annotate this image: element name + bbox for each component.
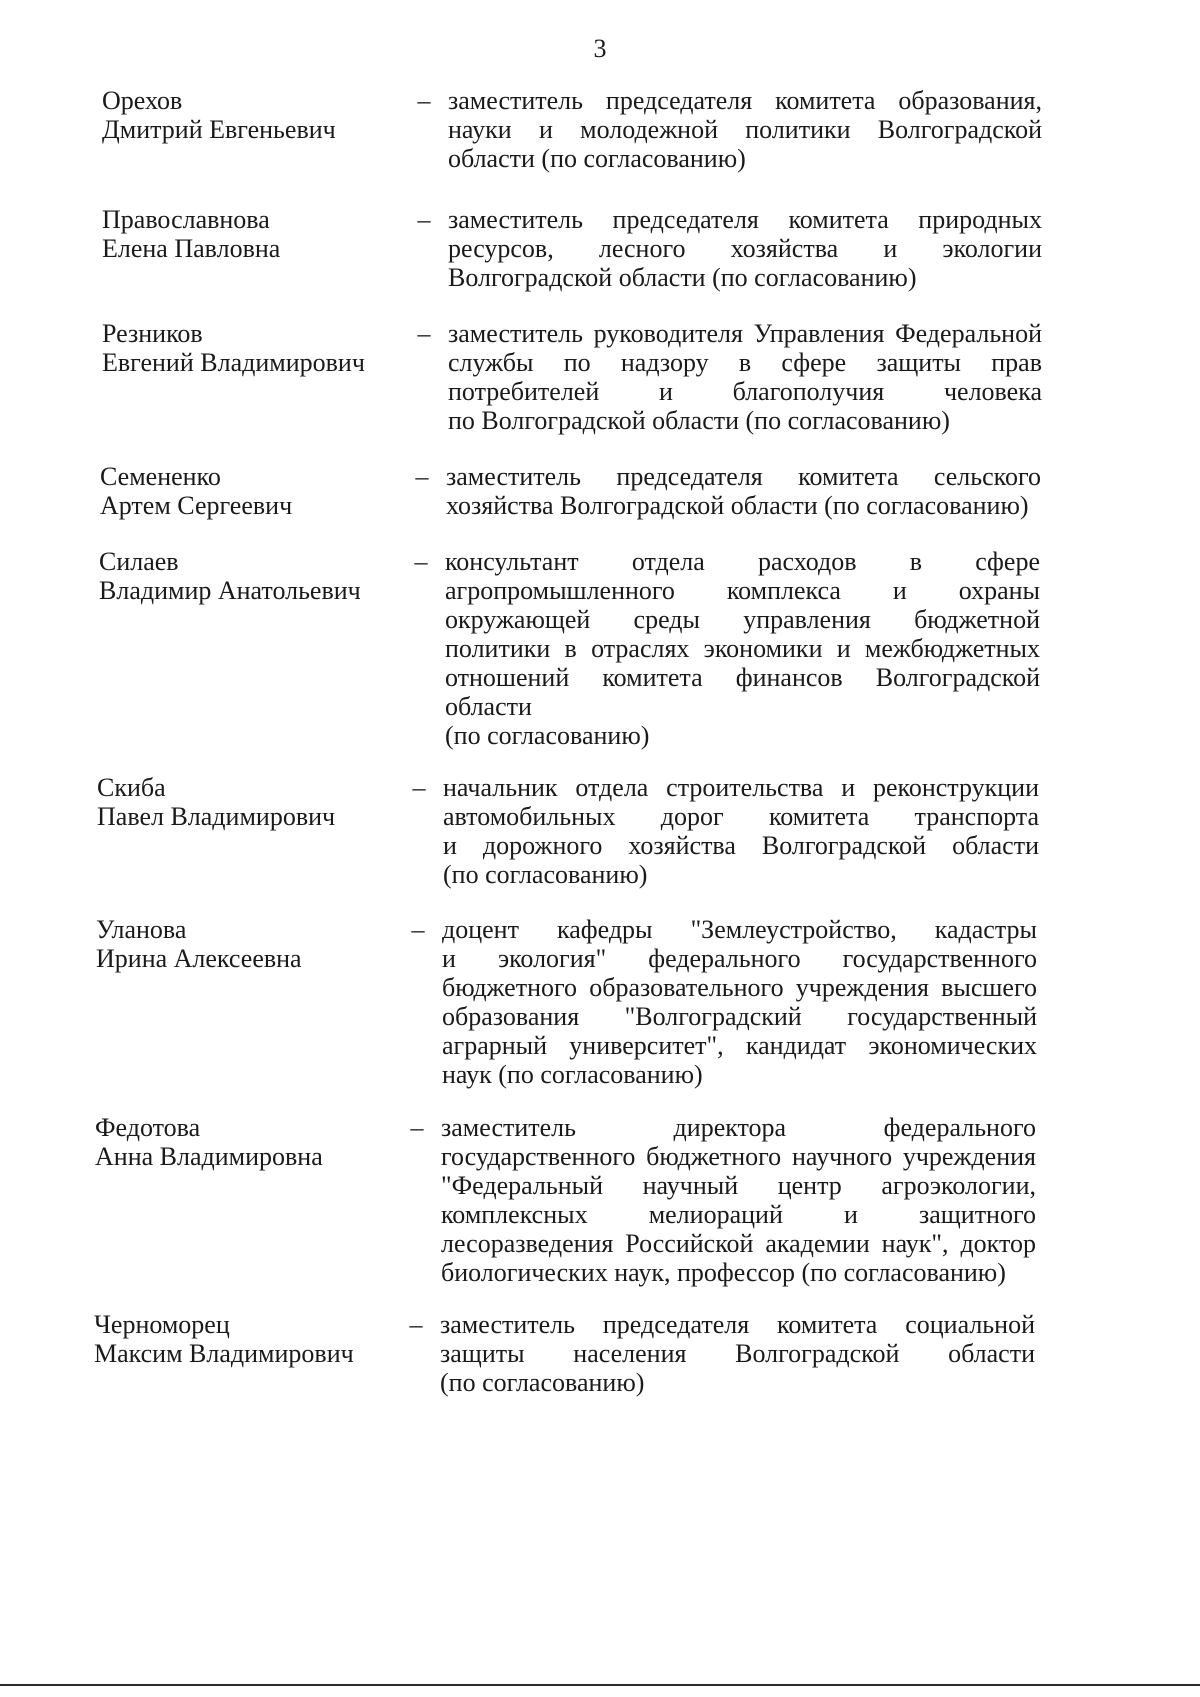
position-line: консультант отдела расходов в сфере bbox=[445, 547, 1040, 576]
dash-separator: – bbox=[417, 205, 431, 234]
member-position bbox=[446, 462, 1041, 520]
member-given-names: Елена Павловна bbox=[102, 234, 281, 263]
member-surname: Орехов bbox=[102, 86, 183, 115]
member-surname: Православнова bbox=[102, 205, 270, 234]
member-surname: Уланова bbox=[96, 915, 187, 944]
member-given-names: Анна Владимировна bbox=[95, 1142, 323, 1171]
position-line: заместитель председателя комитета социальной bbox=[440, 1310, 1035, 1339]
position-line: "Федеральный научный центр агроэкологии, bbox=[441, 1171, 1036, 1200]
member-name bbox=[102, 86, 402, 144]
dash-separator: – bbox=[411, 915, 425, 944]
position-line: окружающей среды управления бюджетной bbox=[445, 605, 1040, 634]
position-line: ресурсов, лесного хозяйства и экологии bbox=[448, 234, 1042, 263]
position-line: хозяйства Волгоградской области (по согласованию) bbox=[446, 491, 1029, 520]
member-given-names: Евгений Владимирович bbox=[102, 348, 365, 377]
dash-separator: – bbox=[414, 547, 428, 576]
member-given-names: Дмитрий Евгеньевич bbox=[102, 115, 336, 144]
member-position bbox=[448, 86, 1042, 173]
position-line: начальник отдела строительства и реконструкции bbox=[443, 773, 1039, 802]
dash-separator: – bbox=[410, 1113, 424, 1142]
position-line: доцент кафедры "Землеустройство, кадастры bbox=[442, 915, 1037, 944]
member-name bbox=[100, 462, 400, 520]
position-line: области (по согласованию) bbox=[448, 144, 746, 173]
position-line: автомобильных дорог комитета транспорта bbox=[443, 802, 1039, 831]
position-line: заместитель председателя комитета образования, bbox=[448, 86, 1042, 115]
member-given-names: Артем Сергеевич bbox=[100, 491, 293, 520]
dash-separator: – bbox=[417, 86, 431, 115]
position-line: (по согласованию) bbox=[440, 1368, 645, 1397]
position-line: службы по надзору в сфере защиты прав bbox=[448, 348, 1042, 377]
member-surname: Семененко bbox=[100, 462, 221, 491]
position-line: политики в отраслях экономики и межбюджетных bbox=[445, 634, 1040, 663]
dash-separator: – bbox=[417, 319, 431, 348]
position-line: (по согласованию) bbox=[443, 860, 648, 889]
member-given-names: Павел Владимирович bbox=[97, 802, 336, 831]
position-line: отношений комитета финансов Волгоградской bbox=[445, 663, 1040, 692]
position-line: биологических наук, профессор (по согласованию) bbox=[441, 1258, 1006, 1287]
page-number: 3 bbox=[593, 34, 607, 63]
position-line: лесоразведения Российской академии наук", доктор bbox=[441, 1229, 1036, 1258]
dash-separator: – bbox=[412, 773, 426, 802]
member-position bbox=[442, 915, 1037, 1089]
position-line: области bbox=[445, 692, 532, 721]
position-line: комплексных мелиораций и защитного bbox=[441, 1200, 1036, 1229]
position-line: государственного бюджетного научного учреждения bbox=[441, 1142, 1036, 1171]
member-name bbox=[94, 1310, 394, 1368]
member-name bbox=[97, 773, 397, 831]
member-position bbox=[443, 773, 1039, 889]
member-position bbox=[445, 547, 1040, 750]
position-line: бюджетного образовательного учреждения высшего bbox=[442, 973, 1037, 1002]
member-surname: Федотова bbox=[95, 1113, 201, 1142]
member-name bbox=[102, 319, 402, 377]
member-surname: Черноморец bbox=[94, 1310, 230, 1339]
member-surname: Скиба bbox=[97, 773, 166, 802]
member-given-names: Владимир Анатольевич bbox=[99, 576, 361, 605]
bottom-divider bbox=[0, 1684, 1200, 1686]
position-line: по Волгоградской области (по согласованию) bbox=[448, 406, 950, 435]
member-surname: Резников bbox=[102, 319, 203, 348]
dash-separator: – bbox=[415, 462, 429, 491]
dash-separator: – bbox=[409, 1310, 423, 1339]
position-line: заместитель председателя комитета сельского bbox=[446, 462, 1041, 491]
position-line: заместитель председателя комитета природных bbox=[448, 205, 1042, 234]
position-line: аграрный университет", кандидат экономических bbox=[442, 1031, 1037, 1060]
position-line: науки и молодежной политики Волгоградской bbox=[448, 115, 1042, 144]
member-position bbox=[440, 1310, 1035, 1397]
position-line: и дорожного хозяйства Волгоградской области bbox=[443, 831, 1039, 860]
member-name bbox=[95, 1113, 395, 1171]
member-name bbox=[96, 915, 396, 973]
member-position bbox=[441, 1113, 1036, 1287]
member-name bbox=[102, 205, 402, 263]
member-given-names: Ирина Алексеевна bbox=[96, 944, 302, 973]
member-given-names: Максим Владимирович bbox=[94, 1339, 354, 1368]
position-line: (по согласованию) bbox=[445, 721, 650, 750]
position-line: наук (по согласованию) bbox=[442, 1060, 703, 1089]
position-line: и экология" федерального государственного bbox=[442, 944, 1037, 973]
position-line: Волгоградской области (по согласованию) bbox=[448, 263, 917, 292]
position-line: заместитель руководителя Управления Федеральной bbox=[448, 319, 1042, 348]
member-position bbox=[448, 319, 1042, 435]
position-line: агропромышленного комплекса и охраны bbox=[445, 576, 1040, 605]
member-name bbox=[99, 547, 399, 605]
member-surname: Силаев bbox=[99, 547, 179, 576]
position-line: образования "Волгоградский государственный bbox=[442, 1002, 1037, 1031]
position-line: заместитель директора федерального bbox=[441, 1113, 1036, 1142]
member-position bbox=[448, 205, 1042, 292]
position-line: потребителей и благополучия человека bbox=[448, 377, 1042, 406]
position-line: защиты населения Волгоградской области bbox=[440, 1339, 1035, 1368]
